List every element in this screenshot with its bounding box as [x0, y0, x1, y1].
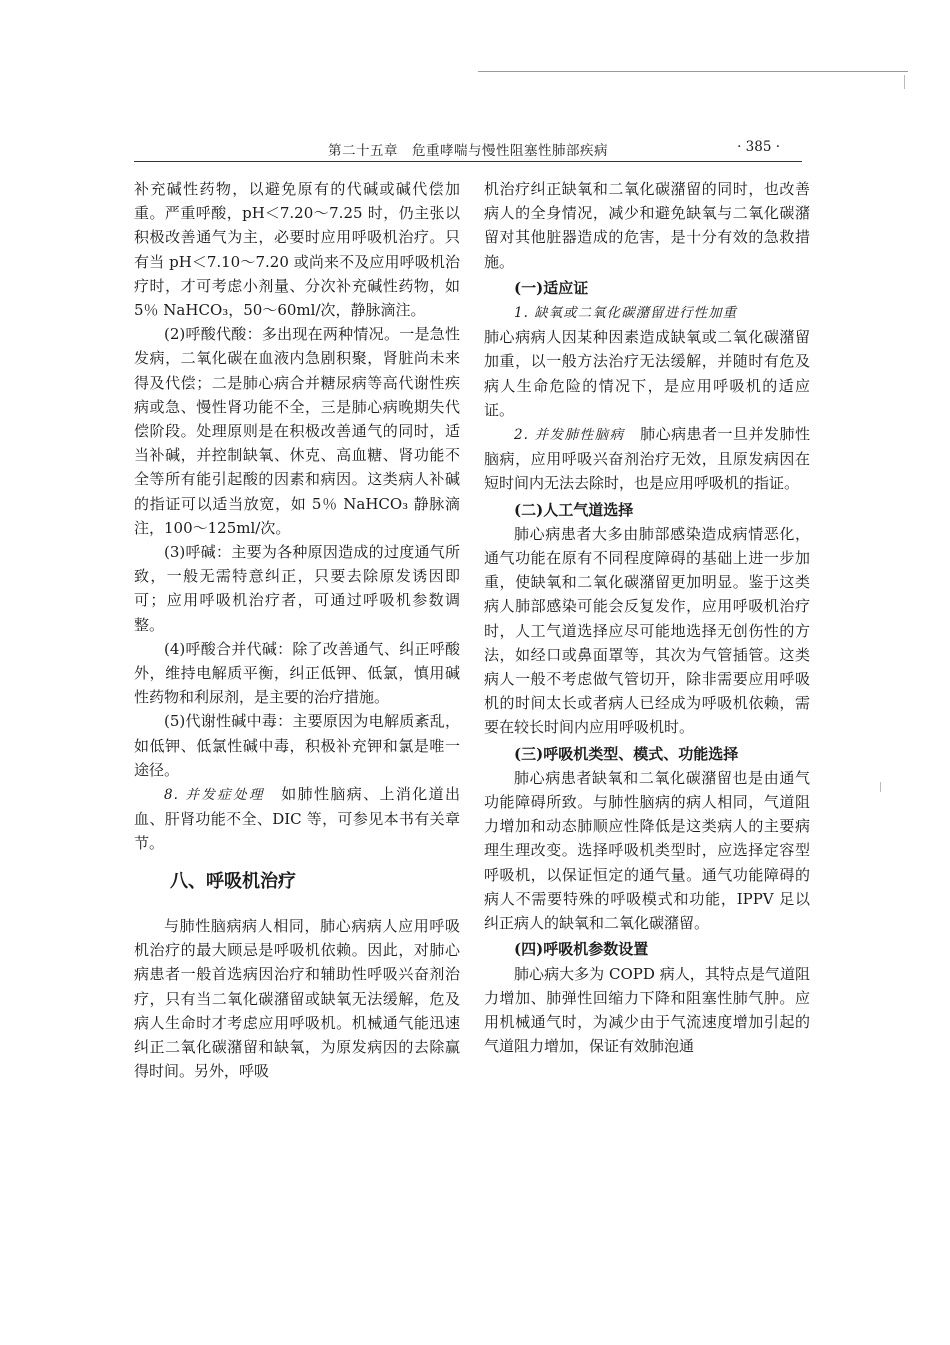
- item-label: 8. 并发症处理: [164, 787, 265, 804]
- subsection-heading: (一)适应证: [514, 278, 589, 297]
- subsection-heading: (二)人工气道选择: [514, 500, 634, 519]
- paragraph: 与肺性脑病病人相同，肺心病病人应用呼吸机治疗的最大顾忌是呼吸机依赖。因此，对肺心病患者一般首选病因治疗和辅助性呼吸兴奋剂治疗，只有当二氧化碳潴留或缺氧无法缓解，危及病人生命时才考虑应用呼吸机。机械通气能迅速纠正二氧化碳潴留和缺氧，为原发病因的去除赢得时间。另外，呼吸: [134, 916, 460, 1081]
- paragraph: (5)代谢性碱中毒：主要原因为电解质紊乱，如低钾、低氯性碱中毒，积极补充钾和氯是唯一途径。: [134, 712, 460, 779]
- paragraph: 肺心病患者缺氧和二氧化碳潴留也是由通气功能障碍所致。与肺性脑病的病人相同，气道阻力增加和动态肺顺应性降低是这类病人的主要病理生理改变。选择呼吸机类型时，应选择定容型呼吸机，以保证恒定的通气量。通气功能障碍的病人不需要特殊的呼吸模式和功能，IPPV 足以纠正病人的缺氧和二氧化碳潴留。: [484, 768, 810, 933]
- item-label: 2. 并发肺性脑病: [514, 427, 625, 444]
- right-column: [484, 177, 810, 1058]
- top-rule: [478, 71, 908, 72]
- paragraph: [484, 422, 810, 496]
- margin-mark: [880, 782, 881, 792]
- paragraph: 机治疗纠正缺氧和二氧化碳潴留的同时，也改善病人的全身情况，减少和避免缺氧与二氧化碳潴留对其他脏器造成的危害，是十分有效的急救措施。: [484, 180, 810, 271]
- paragraph: 肺心病大多为 COPD 病人，其特点是气道阻力增加、肺弹性回缩力下降和阻塞性肺气肿。应用机械通气时，为减少由于气流速度增加引起的气道阻力增加，保证有效肺泡通: [484, 964, 810, 1056]
- paragraph: [484, 300, 810, 422]
- subsection-heading: (三)呼吸机类型、模式、功能选择: [514, 744, 739, 763]
- item-label: 1. 缺氧或二氧化碳潴留进行性加重: [514, 305, 738, 322]
- subsection-heading: (四)呼吸机参数设置: [514, 940, 649, 959]
- edge-tick: [904, 75, 905, 89]
- paragraph: 肺心病患者大多由肺部感染造成病情恶化，通气功能在原有不同程度障碍的基础上进一步加重，使缺氧和二氧化碳潴留更加明显。鉴于这类病人肺部感染可能会反复发作，应用呼吸机治疗时，人工气道选择应尽可能地选择无创伤性的方法，如经口或鼻面罩等，其次为气管插管。这类病人一般不考虑做气管切开，除非需要应用呼吸机的时间太长或者病人已经成为呼吸机依赖，需要在较长时间内应用呼吸机时。: [484, 524, 810, 737]
- paragraph: (2)呼酸代酸：多出现在两种情况。一是急性发病，二氧化碳在血液内急剧积聚，肾脏尚未来得及代偿；二是肺心病合并糖尿病等高代谢性疾病或急、慢性肾功能不全，三是肺心病晚期失代偿阶段。处理原则是在积极改善通气的同时，适当补碱，并控制缺氧、休克、高血糖、肾功能不全等所有能引起酸的因素和病因。这类病人补碱的指证可以适当放宽，如 5％ NaHCO₃ 静脉滴注，100～125ml/次。: [134, 325, 460, 537]
- item-text: 如肺性脑病、上消化道出血、肝肾功能不全、DIC 等，可参见本书有关章节。: [134, 785, 460, 853]
- page-number: · 385 ·: [737, 139, 780, 155]
- section-heading: 八、呼吸机治疗: [170, 870, 296, 892]
- running-header: [134, 137, 802, 162]
- paragraph: (4)呼酸合并代碱：除了改善通气、纠正呼酸外，维持电解质平衡，纠正低钾、低氯，慎用碱性药物和利尿剂，是主要的治疗措施。: [134, 639, 460, 707]
- item-text: 肺心病病人因某种因素造成缺氧或二氧化碳潴留加重，以一般方法治疗无法缓解，并随时有危及病人生命危险的情况下，是应用呼吸机的适应证。: [484, 328, 810, 419]
- left-column: [134, 177, 460, 1083]
- paragraph: (3)呼碱：主要为各种原因造成的过度通气所致，一般无需特意纠正，只要去除原发诱因即可；应用呼吸机治疗者，可通过呼吸机参数调整。: [134, 543, 460, 634]
- chapter-title: 第二十五章 危重哮喘与慢性阻塞性肺部疾病: [328, 143, 608, 159]
- paragraph: [134, 782, 460, 856]
- paragraph: 补充碱性药物，以避免原有的代碱或碱代偿加重。严重呼酸，pH＜7.20～7.25 时，仍主张以积极改善通气为主，必要时应用呼吸机治疗。只有当 pH＜7.10～7.20 或尚来不及应用呼吸机治疗时，才可考虑小剂量、分次补充碱性药物，如 5％ NaHCO₃，50～60ml/次，静脉滴注。: [134, 180, 460, 320]
- item-text: 肺心病患者一旦并发肺性脑病，应用呼吸兴奋剂治疗无效，且原发病因在短时间内无法去除时，也是应用呼吸机的指证。: [484, 425, 810, 493]
